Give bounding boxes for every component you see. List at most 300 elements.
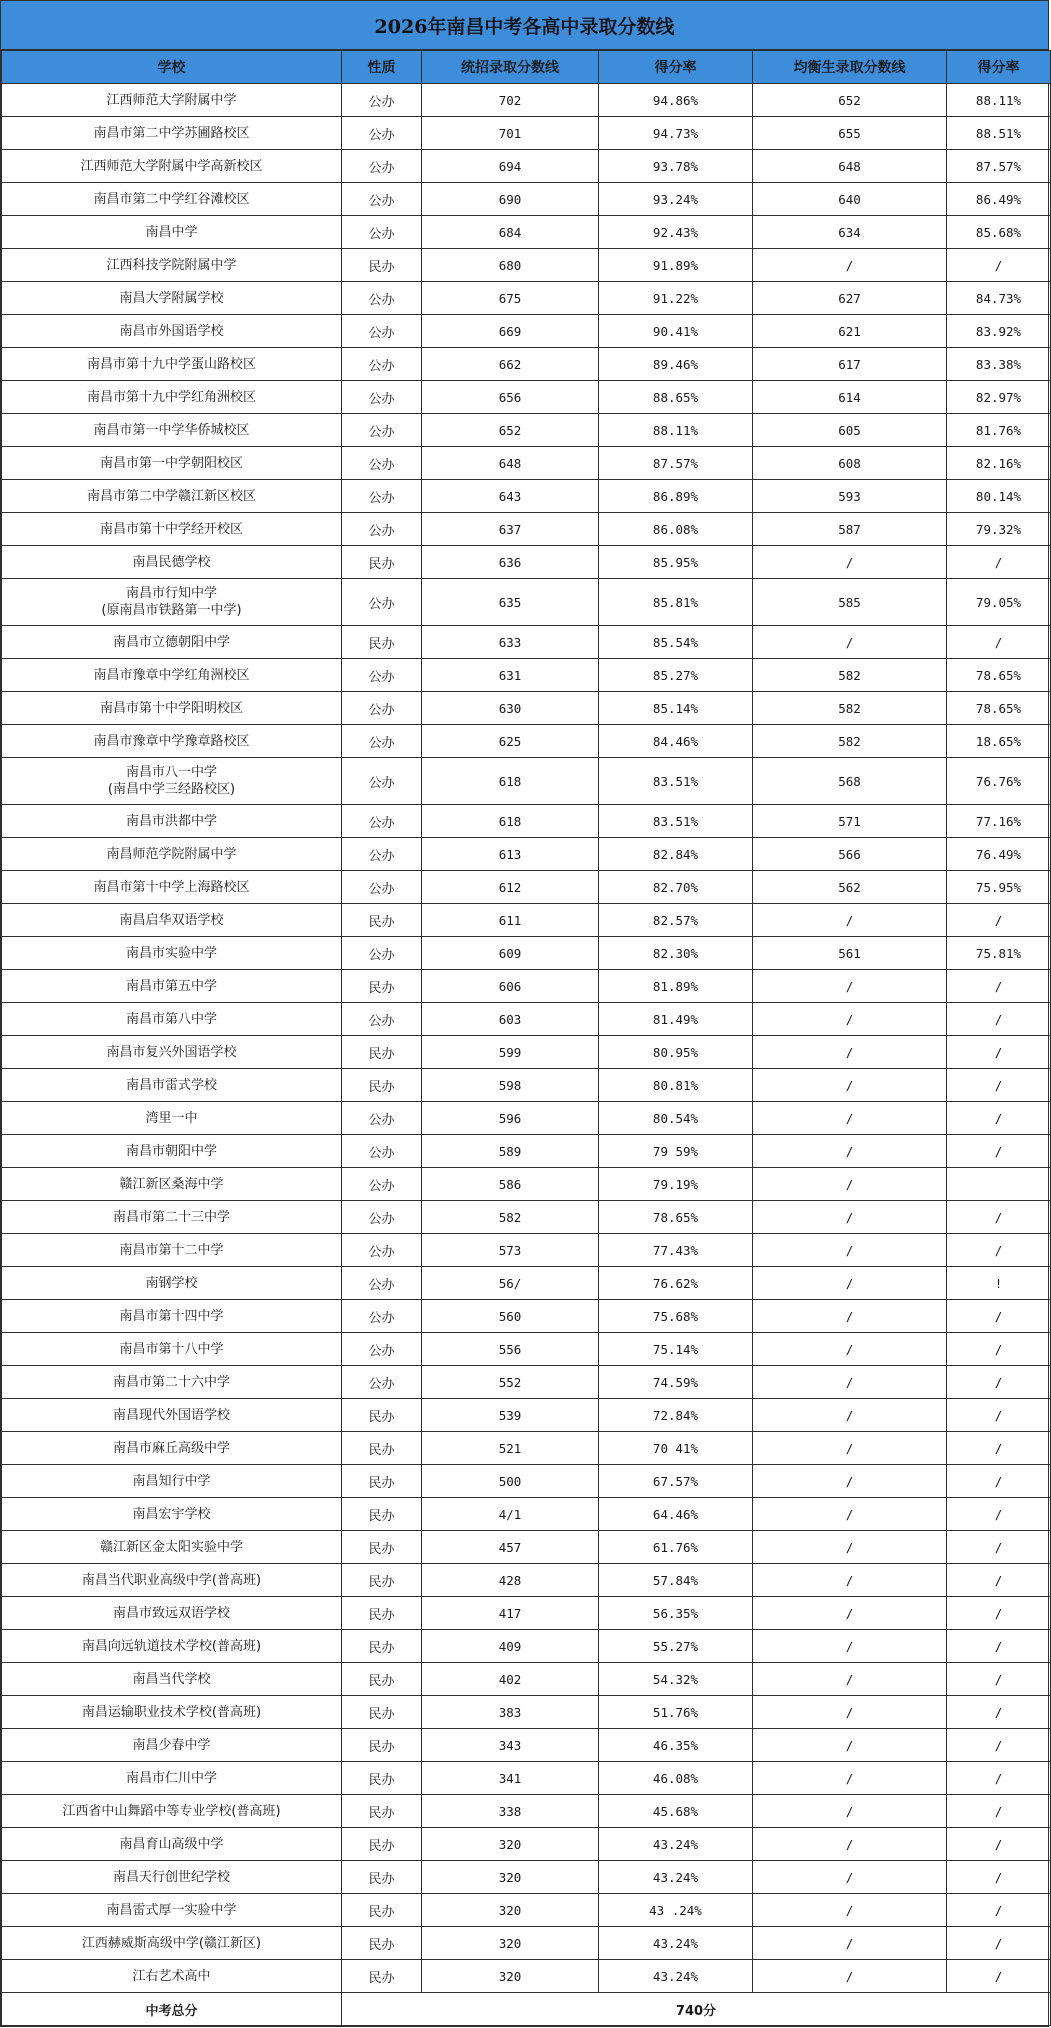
cell-balanced-rate: 87.57% [947,150,1051,183]
cell-school [2,1762,342,1795]
cell-balanced-rate: / [947,1795,1051,1828]
table-row [2,1036,1051,1069]
cell-balanced-rate: / [947,1003,1051,1036]
cell-type: 公办 [342,871,422,904]
cell-school [2,1927,342,1960]
cell-type: 民办 [342,1564,422,1597]
cell-score: 599 [422,1036,599,1069]
cell-type: 民办 [342,1696,422,1729]
table-row [2,1729,1051,1762]
cell-school [2,692,342,725]
cell-school [2,1597,342,1630]
cell-score: 611 [422,904,599,937]
header-type: 性质 [342,51,422,84]
cell-school [2,84,342,117]
cell-balanced-score: / [753,1234,947,1267]
cell-rate: 80.81% [599,1069,753,1102]
cell-balanced-score: 585 [753,579,947,626]
cell-score: 669 [422,315,599,348]
cell-score: 656 [422,381,599,414]
cell-type: 民办 [342,1861,422,1894]
cell-balanced-score: / [753,1465,947,1498]
cell-balanced-rate: / [947,1762,1051,1795]
school-name-line: 南昌向远轨道技术学校(普高班) [81,1638,262,1654]
cell-score: 582 [422,1201,599,1234]
table-row [2,480,1051,513]
cell-score: 702 [422,84,599,117]
table-row [2,414,1051,447]
cell-school [2,1894,342,1927]
cell-balanced-score: / [753,1597,947,1630]
cell-type: 公办 [342,1102,422,1135]
cell-score: 500 [422,1465,599,1498]
cell-score: 652 [422,414,599,447]
school-name-line: 南昌市第二中学红谷滩校区 [93,191,250,207]
cell-type: 公办 [342,315,422,348]
school-name-line: 南昌当代学校 [132,1671,211,1687]
cell-rate: 77.43% [599,1234,753,1267]
table-row [2,1630,1051,1663]
cell-rate: 72.84% [599,1399,753,1432]
school-name-line: 南昌市第一中学华侨城校区 [93,422,250,438]
cell-balanced-score: 568 [753,758,947,805]
cell-rate: 51.76% [599,1696,753,1729]
cell-school [2,414,342,447]
table-row [2,1366,1051,1399]
cell-balanced-score: / [753,1960,947,1993]
cell-type: 公办 [342,117,422,150]
cell-balanced-score: / [753,1069,947,1102]
cell-balanced-score: 582 [753,692,947,725]
cell-balanced-score: 621 [753,315,947,348]
cell-rate: 91.89% [599,249,753,282]
cell-rate: 93.78% [599,150,753,183]
cell-type: 民办 [342,1795,422,1828]
cell-balanced-rate: / [947,1300,1051,1333]
cell-type: 公办 [342,282,422,315]
cell-balanced-rate: 82.16% [947,447,1051,480]
cell-type: 民办 [342,1663,422,1696]
cell-rate: 94.86% [599,84,753,117]
cell-balanced-score: 571 [753,805,947,838]
table-row [2,1003,1051,1036]
school-name-line: 南昌市第五中学 [125,978,217,994]
table-row [2,150,1051,183]
table-row [2,1762,1051,1795]
school-name-line: 南昌市洪都中学 [125,813,217,829]
school-name-line: 南昌天行创世纪学校 [112,1869,230,1885]
cell-balanced-rate: / [947,1696,1051,1729]
cell-balanced-score: / [753,249,947,282]
cell-type: 民办 [342,904,422,937]
cell-rate: 83.51% [599,758,753,805]
table-row [2,758,1051,805]
cell-score: 631 [422,659,599,692]
cell-balanced-rate: / [947,1531,1051,1564]
cell-score: 613 [422,838,599,871]
cell-school [2,1861,342,1894]
cell-balanced-rate: / [947,1069,1051,1102]
cell-type: 公办 [342,1201,422,1234]
cell-rate: 45.68% [599,1795,753,1828]
cell-balanced-score: / [753,1498,947,1531]
cell-school [2,970,342,1003]
school-name-line: 南昌少春中学 [132,1737,211,1753]
cell-balanced-rate: / [947,1498,1051,1531]
cell-school [2,838,342,871]
school-name-line: 南昌市第十九中学蛋山路校区 [86,356,256,372]
cell-balanced-rate: / [947,970,1051,1003]
school-name-line: 南昌运输职业技术学校(普高班) [81,1704,262,1720]
school-name-line: 南昌市行知中学 [125,586,217,601]
cell-balanced-rate: / [947,904,1051,937]
cell-rate: 86.08% [599,513,753,546]
cell-balanced-rate: 75.81% [947,937,1051,970]
cell-type: 公办 [342,1267,422,1300]
cell-school [2,1333,342,1366]
school-name-line: (南昌中学三经路校区) [107,782,236,797]
cell-score: 320 [422,1828,599,1861]
cell-rate: 79.19% [599,1168,753,1201]
cell-rate: 85.14% [599,692,753,725]
cell-score: 662 [422,348,599,381]
cell-type: 民办 [342,1399,422,1432]
school-name-line: 南昌市第八中学 [125,1011,217,1027]
cell-rate: 80.54% [599,1102,753,1135]
cell-rate: 88.11% [599,414,753,447]
cell-balanced-rate [947,1168,1051,1201]
cell-balanced-score: / [753,1795,947,1828]
cell-balanced-rate: / [947,1894,1051,1927]
header-row [2,51,1051,84]
cell-balanced-rate: ! [947,1267,1051,1300]
table-row [2,1432,1051,1465]
cell-balanced-rate: 76.76% [947,758,1051,805]
cell-balanced-rate: 77.16% [947,805,1051,838]
cell-balanced-rate: 83.92% [947,315,1051,348]
cell-balanced-score: / [753,1168,947,1201]
cell-rate: 74.59% [599,1366,753,1399]
cell-balanced-score: / [753,1003,947,1036]
table-row [2,1168,1051,1201]
cell-type: 公办 [342,838,422,871]
table-row [2,659,1051,692]
cell-balanced-rate: 88.51% [947,117,1051,150]
cell-score: 675 [422,282,599,315]
table-row [2,1135,1051,1168]
school-name-line: 南昌市仁川中学 [125,1770,217,1786]
cell-score: 596 [422,1102,599,1135]
school-name-line: 南昌市第一中学朝阳校区 [99,455,243,471]
school-name-line: 江西师范大学附属中学高新校区 [80,158,263,174]
cell-score: 636 [422,546,599,579]
header-balanced-rate: 得分率 [947,51,1051,84]
cell-school [2,150,342,183]
cell-rate: 88.65% [599,381,753,414]
cell-balanced-score: / [753,1828,947,1861]
cell-school [2,546,342,579]
cell-balanced-score: / [753,970,947,1003]
cell-type: 公办 [342,1366,422,1399]
cell-balanced-rate: / [947,626,1051,659]
cell-school [2,513,342,546]
table-row [2,1465,1051,1498]
cell-balanced-score: 634 [753,216,947,249]
school-name-line: 南昌启华双语学校 [119,912,224,928]
cell-school [2,871,342,904]
cell-balanced-rate: 18.65% [947,725,1051,758]
cell-type: 公办 [342,1234,422,1267]
cell-balanced-score: / [753,1102,947,1135]
cell-balanced-rate: / [947,1036,1051,1069]
cell-balanced-score: 640 [753,183,947,216]
cell-balanced-score: 566 [753,838,947,871]
table-row [2,1597,1051,1630]
cell-balanced-score: / [753,626,947,659]
school-name-line: 南昌市第十八中学 [119,1341,224,1357]
cell-school [2,282,342,315]
cell-school [2,937,342,970]
cell-rate: 70 41% [599,1432,753,1465]
cell-school [2,1201,342,1234]
cell-balanced-rate: 84.73% [947,282,1051,315]
cell-school [2,183,342,216]
table-row [2,1069,1051,1102]
table-row [2,970,1051,1003]
cell-school [2,1102,342,1135]
school-name-line: (原南昌市铁路第一中学) [101,603,242,618]
cell-balanced-rate: / [947,1828,1051,1861]
school-name-line: 湾里一中 [145,1110,198,1126]
cell-balanced-rate: / [947,1234,1051,1267]
table-row [2,1531,1051,1564]
total-score-value: 740分 [342,1993,1051,2026]
cell-balanced-score: / [753,1135,947,1168]
cell-type: 公办 [342,725,422,758]
cell-score: 552 [422,1366,599,1399]
school-name-line: 南昌市第十中学经开校区 [99,521,243,537]
cell-school [2,1960,342,1993]
cell-balanced-score: / [753,1696,947,1729]
cell-rate: 75.14% [599,1333,753,1366]
school-name-line: 南昌师范学院附属中学 [106,846,237,862]
cell-type: 公办 [342,84,422,117]
cell-type: 公办 [342,1333,422,1366]
cell-school [2,805,342,838]
cell-balanced-rate: / [947,1333,1051,1366]
cell-balanced-rate: 78.65% [947,659,1051,692]
school-name-line: 南昌市第十中学上海路校区 [93,879,250,895]
table-row [2,1564,1051,1597]
cell-balanced-rate: / [947,1102,1051,1135]
cell-type: 公办 [342,659,422,692]
cell-balanced-rate: / [947,1630,1051,1663]
cell-balanced-score: 605 [753,414,947,447]
cell-school [2,904,342,937]
cell-balanced-score: 582 [753,659,947,692]
cell-balanced-rate: / [947,1432,1051,1465]
cell-type: 公办 [342,480,422,513]
table-row [2,692,1051,725]
cell-score: 598 [422,1069,599,1102]
cell-balanced-rate: 75.95% [947,871,1051,904]
cell-school [2,1234,342,1267]
cell-score: 428 [422,1564,599,1597]
cell-balanced-score: 617 [753,348,947,381]
cell-score: 630 [422,692,599,725]
cell-rate: 89.46% [599,348,753,381]
cell-balanced-rate: / [947,1564,1051,1597]
cell-balanced-rate: / [947,249,1051,282]
cell-rate: 78.65% [599,1201,753,1234]
table-row [2,1663,1051,1696]
cell-score: 417 [422,1597,599,1630]
cell-balanced-score: / [753,1894,947,1927]
cell-type: 民办 [342,1069,422,1102]
cell-score: 589 [422,1135,599,1168]
cell-type: 公办 [342,513,422,546]
cell-balanced-score: / [753,1201,947,1234]
cell-score: 320 [422,1960,599,1993]
cell-school [2,315,342,348]
cell-score: 341 [422,1762,599,1795]
cell-rate: 57.84% [599,1564,753,1597]
table-row [2,1267,1051,1300]
school-name-line: 南昌市雷式学校 [125,1077,217,1093]
cell-rate: 93.24% [599,183,753,216]
cell-school [2,381,342,414]
cell-type: 公办 [342,1168,422,1201]
sheet-title: 2026年南昌中考各高中录取分数线 [1,1,1048,50]
school-name-line: 南昌市第十九中学红角洲校区 [86,389,256,405]
cell-score: 648 [422,447,599,480]
table-row [2,315,1051,348]
cell-rate: 82.57% [599,904,753,937]
cell-type: 民办 [342,1762,422,1795]
cell-school [2,725,342,758]
cell-type: 公办 [342,1300,422,1333]
cell-balanced-rate: 83.38% [947,348,1051,381]
cell-balanced-score: / [753,1861,947,1894]
cell-rate: 82.70% [599,871,753,904]
school-name-line: 南昌市立德朝阳中学 [112,634,230,650]
cell-score: 320 [422,1861,599,1894]
cell-school [2,1630,342,1663]
cell-balanced-rate: 81.76% [947,414,1051,447]
header-score: 统招录取分数线 [422,51,599,84]
cell-balanced-score: 652 [753,84,947,117]
cell-type: 公办 [342,183,422,216]
cell-balanced-rate: 79.32% [947,513,1051,546]
cell-school [2,1300,342,1333]
cell-rate: 56.35% [599,1597,753,1630]
cell-school [2,1663,342,1696]
cell-balanced-rate: / [947,546,1051,579]
cell-type: 民办 [342,1630,422,1663]
cell-balanced-score: 608 [753,447,947,480]
school-name-line: 赣江新区金太阳实验中学 [99,1539,243,1555]
cell-score: 603 [422,1003,599,1036]
cell-score: 457 [422,1531,599,1564]
school-name-line: 南昌市豫章中学红角洲校区 [93,667,250,683]
cell-balanced-rate: / [947,1663,1051,1696]
cell-balanced-score: / [753,1729,947,1762]
header-rate: 得分率 [599,51,753,84]
cell-school [2,1795,342,1828]
table-row [2,282,1051,315]
cell-type: 公办 [342,579,422,626]
score-table [1,50,1051,2026]
cell-school [2,1498,342,1531]
table-row [2,1201,1051,1234]
cell-balanced-score: / [753,1630,947,1663]
cell-school [2,626,342,659]
cell-score: 684 [422,216,599,249]
cell-rate: 55.27% [599,1630,753,1663]
table-row [2,1333,1051,1366]
school-name-line: 南昌市第二十六中学 [112,1374,230,1390]
cell-school [2,216,342,249]
cell-rate: 85.54% [599,626,753,659]
table-row [2,84,1051,117]
cell-score: 320 [422,1894,599,1927]
cell-rate: 84.46% [599,725,753,758]
cell-balanced-score: 587 [753,513,947,546]
school-name-line: 南昌大学附属学校 [119,290,224,306]
school-name-line: 南昌市第十四中学 [119,1308,224,1324]
cell-type: 民办 [342,1828,422,1861]
cell-type: 民办 [342,249,422,282]
cell-balanced-score: / [753,1564,947,1597]
cell-type: 公办 [342,805,422,838]
cell-score: 680 [422,249,599,282]
school-name-line: 南昌市复兴外国语学校 [106,1044,237,1060]
cell-rate: 85.27% [599,659,753,692]
cell-balanced-rate: 85.68% [947,216,1051,249]
cell-type: 公办 [342,1003,422,1036]
cell-rate: 82.84% [599,838,753,871]
school-name-line: 南昌市第二十三中学 [112,1209,230,1225]
cell-school [2,447,342,480]
table-row [2,183,1051,216]
cell-school [2,659,342,692]
cell-type: 民办 [342,1597,422,1630]
total-score-label: 中考总分 [2,1993,342,2026]
cell-school [2,1729,342,1762]
cell-balanced-rate: / [947,1597,1051,1630]
cell-score: 625 [422,725,599,758]
cell-school [2,1696,342,1729]
cell-type: 民办 [342,1036,422,1069]
cell-school [2,1465,342,1498]
table-row [2,447,1051,480]
table-row [2,1795,1051,1828]
cell-type: 民办 [342,1960,422,1993]
school-name-line: 南昌市第二中学苏圃路校区 [93,125,250,141]
footer-row [2,1993,1051,2026]
cell-rate: 43.24% [599,1960,753,1993]
cell-balanced-rate: 76.49% [947,838,1051,871]
cell-score: 402 [422,1663,599,1696]
cell-school [2,1069,342,1102]
cell-balanced-score: / [753,1927,947,1960]
cell-balanced-rate: 80.14% [947,480,1051,513]
table-row [2,626,1051,659]
cell-rate: 75.68% [599,1300,753,1333]
school-name-line: 南昌知行中学 [132,1473,211,1489]
table-row [2,1234,1051,1267]
cell-balanced-score: / [753,1300,947,1333]
